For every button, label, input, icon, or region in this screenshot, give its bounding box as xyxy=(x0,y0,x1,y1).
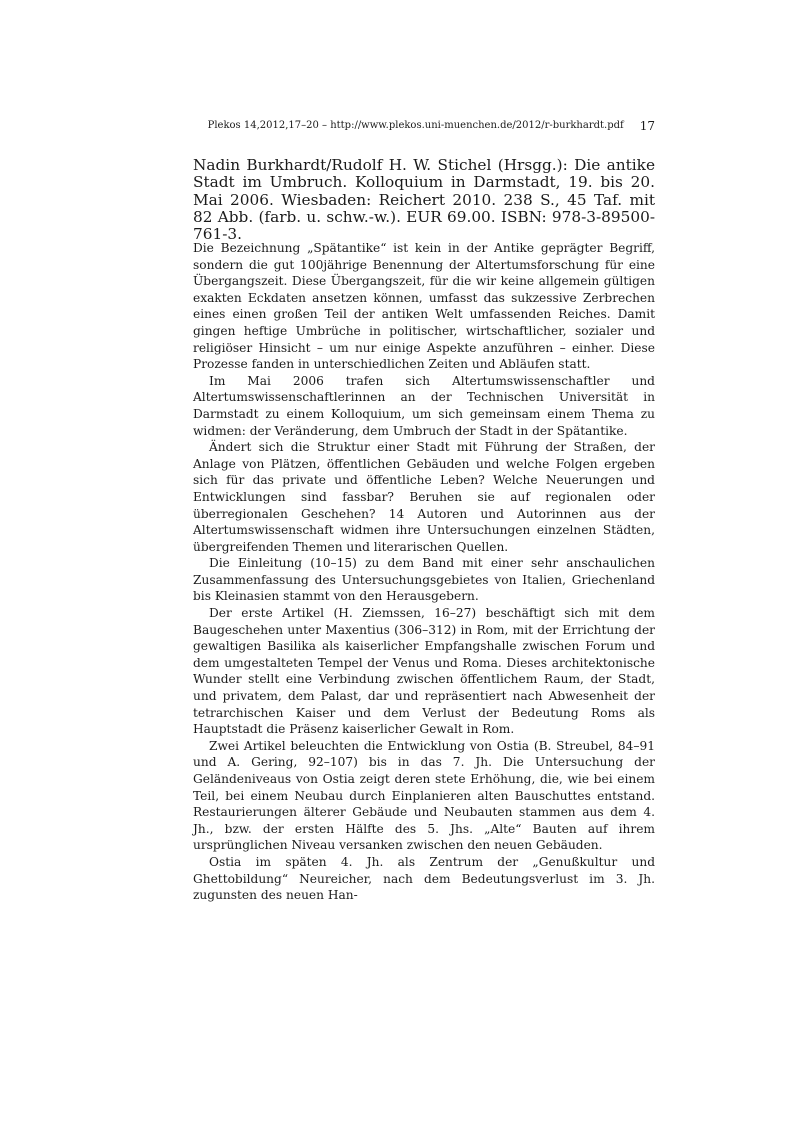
page-number: 17 xyxy=(639,119,655,133)
paragraph: Ändert sich die Struktur einer Stadt mit Führung der Straßen, der Anlage von Plätzen, öffentlichen Gebäuden und welche Folgen ergeben sich für das private und öffentliche Leben? Welche Neuerungen und Entwicklungen sind fassbar? Beruhen sie auf regionalen oder überregionalen Geschehen? 14 Autoren und Autorinnen aus der Altertumswissenschaft widmen ihre Untersuchungen einzelnen Städten, übergreifenden Themen und literarischen Quellen. xyxy=(193,440,655,554)
paragraph: Ostia im späten 4. Jh. als Zentrum der „Genußkultur und Ghettobildung“ Neureicher, nach dem Bedeutungsverlust im 3. Jh. zugunsten des neuen Han- xyxy=(193,854,655,903)
running-title: Plekos 14,2012,17–20 – http://www.plekos.uni-muenchen.de/2012/r-burkhardt.pdf xyxy=(207,120,624,131)
running-header xyxy=(193,119,655,133)
paragraph: Der erste Artikel (H. Ziemssen, 16–27) beschäftigt sich mit dem Baugeschehen unter Maxentius (306–312) in Rom, mit der Errichtung der gewaltigen Basilika als kaiserlicher Empfangshalle zwischen Forum und dem umgestalteten Tempel der Venus und Roma. Dieses architektonische Wunder stellt eine Verbindung zwischen öffentlichem Raum, der Stadt, und privatem, dem Palast, dar und repräsentiert nach Abwesenheit der tetrarchischen Kaiser und dem Verlust der Bedeutung Roms als Hauptstadt die Präsenz kaiserlicher Gewalt in Rom. xyxy=(193,606,655,737)
paragraph: Zwei Artikel beleuchten die Entwicklung von Ostia (B. Streubel, 84–91 und A. Gering, 92–107) bis in das 7. Jh. Die Untersuchung der Geländeniveaus von Ostia zeigt deren stete Erhöhung, die, wie bei einem Teil, bei einem Neubau durch Einplanieren alten Bauschuttes entstand. Restaurierungen älterer Gebäude und Neubauten stammen aus dem 4. Jh., bzw. der ersten Hälfte des 5. Jhs. „Alte“ Bauten auf ihrem ursprünglichen Niveau versanken zwischen den neuen Gebäuden. xyxy=(193,738,655,853)
review-body xyxy=(193,240,655,904)
paragraph: Die Bezeichnung „Spätantike“ ist kein in der Antike geprägter Begriff, sondern die gut 100jährige Benennung der Altertumsforschung für eine Übergangszeit. Diese Übergangszeit, für die wir keine allgemein gültigen exakten Eckdaten ansetzen können, umfasst das sukzessive Zerbrechen eines einen großen Teil der antiken Welt umfassenden Reiches. Damit gingen heftige Umbrüche in politischer, wirtschaftlicher, sozialer und religiöser Hinsicht – um nur einige Aspekte anzuführen – einher. Diese Prozesse fanden in unterschiedlichen Zeiten und Abläufen statt. xyxy=(193,241,655,372)
paragraph: Die Einleitung (10–15) zu dem Band mit einer sehr anschaulichen Zusammenfassung des Untersuchungsgebietes von Italien, Griechenland bis Kleinasien stammt von den Herausgebern. xyxy=(193,556,655,604)
paragraph: Im Mai 2006 trafen sich Altertumswissenschaftler und Altertumswissenschaftlerinnen an der Technischen Universität in Darmstadt zu einem Kolloquium, um sich gemeinsam einem Thema zu widmen: der Veränderung, dem Umbruch der Stadt in der Spätantike. xyxy=(193,373,655,438)
review-citation: Nadin Burkhardt/Rudolf H. W. Stichel (Hrsgg.): Die antike Stadt im Umbruch. Kolloquium in Darmstadt, 19. bis 20. Mai 2006. Wiesbaden: Reichert 2010. 238 S., 45 Taf. mit 82 Abb. (farb. u. schw.-w.). EUR 69.00. ISBN: 978-3-89500-761-3. xyxy=(193,156,655,244)
